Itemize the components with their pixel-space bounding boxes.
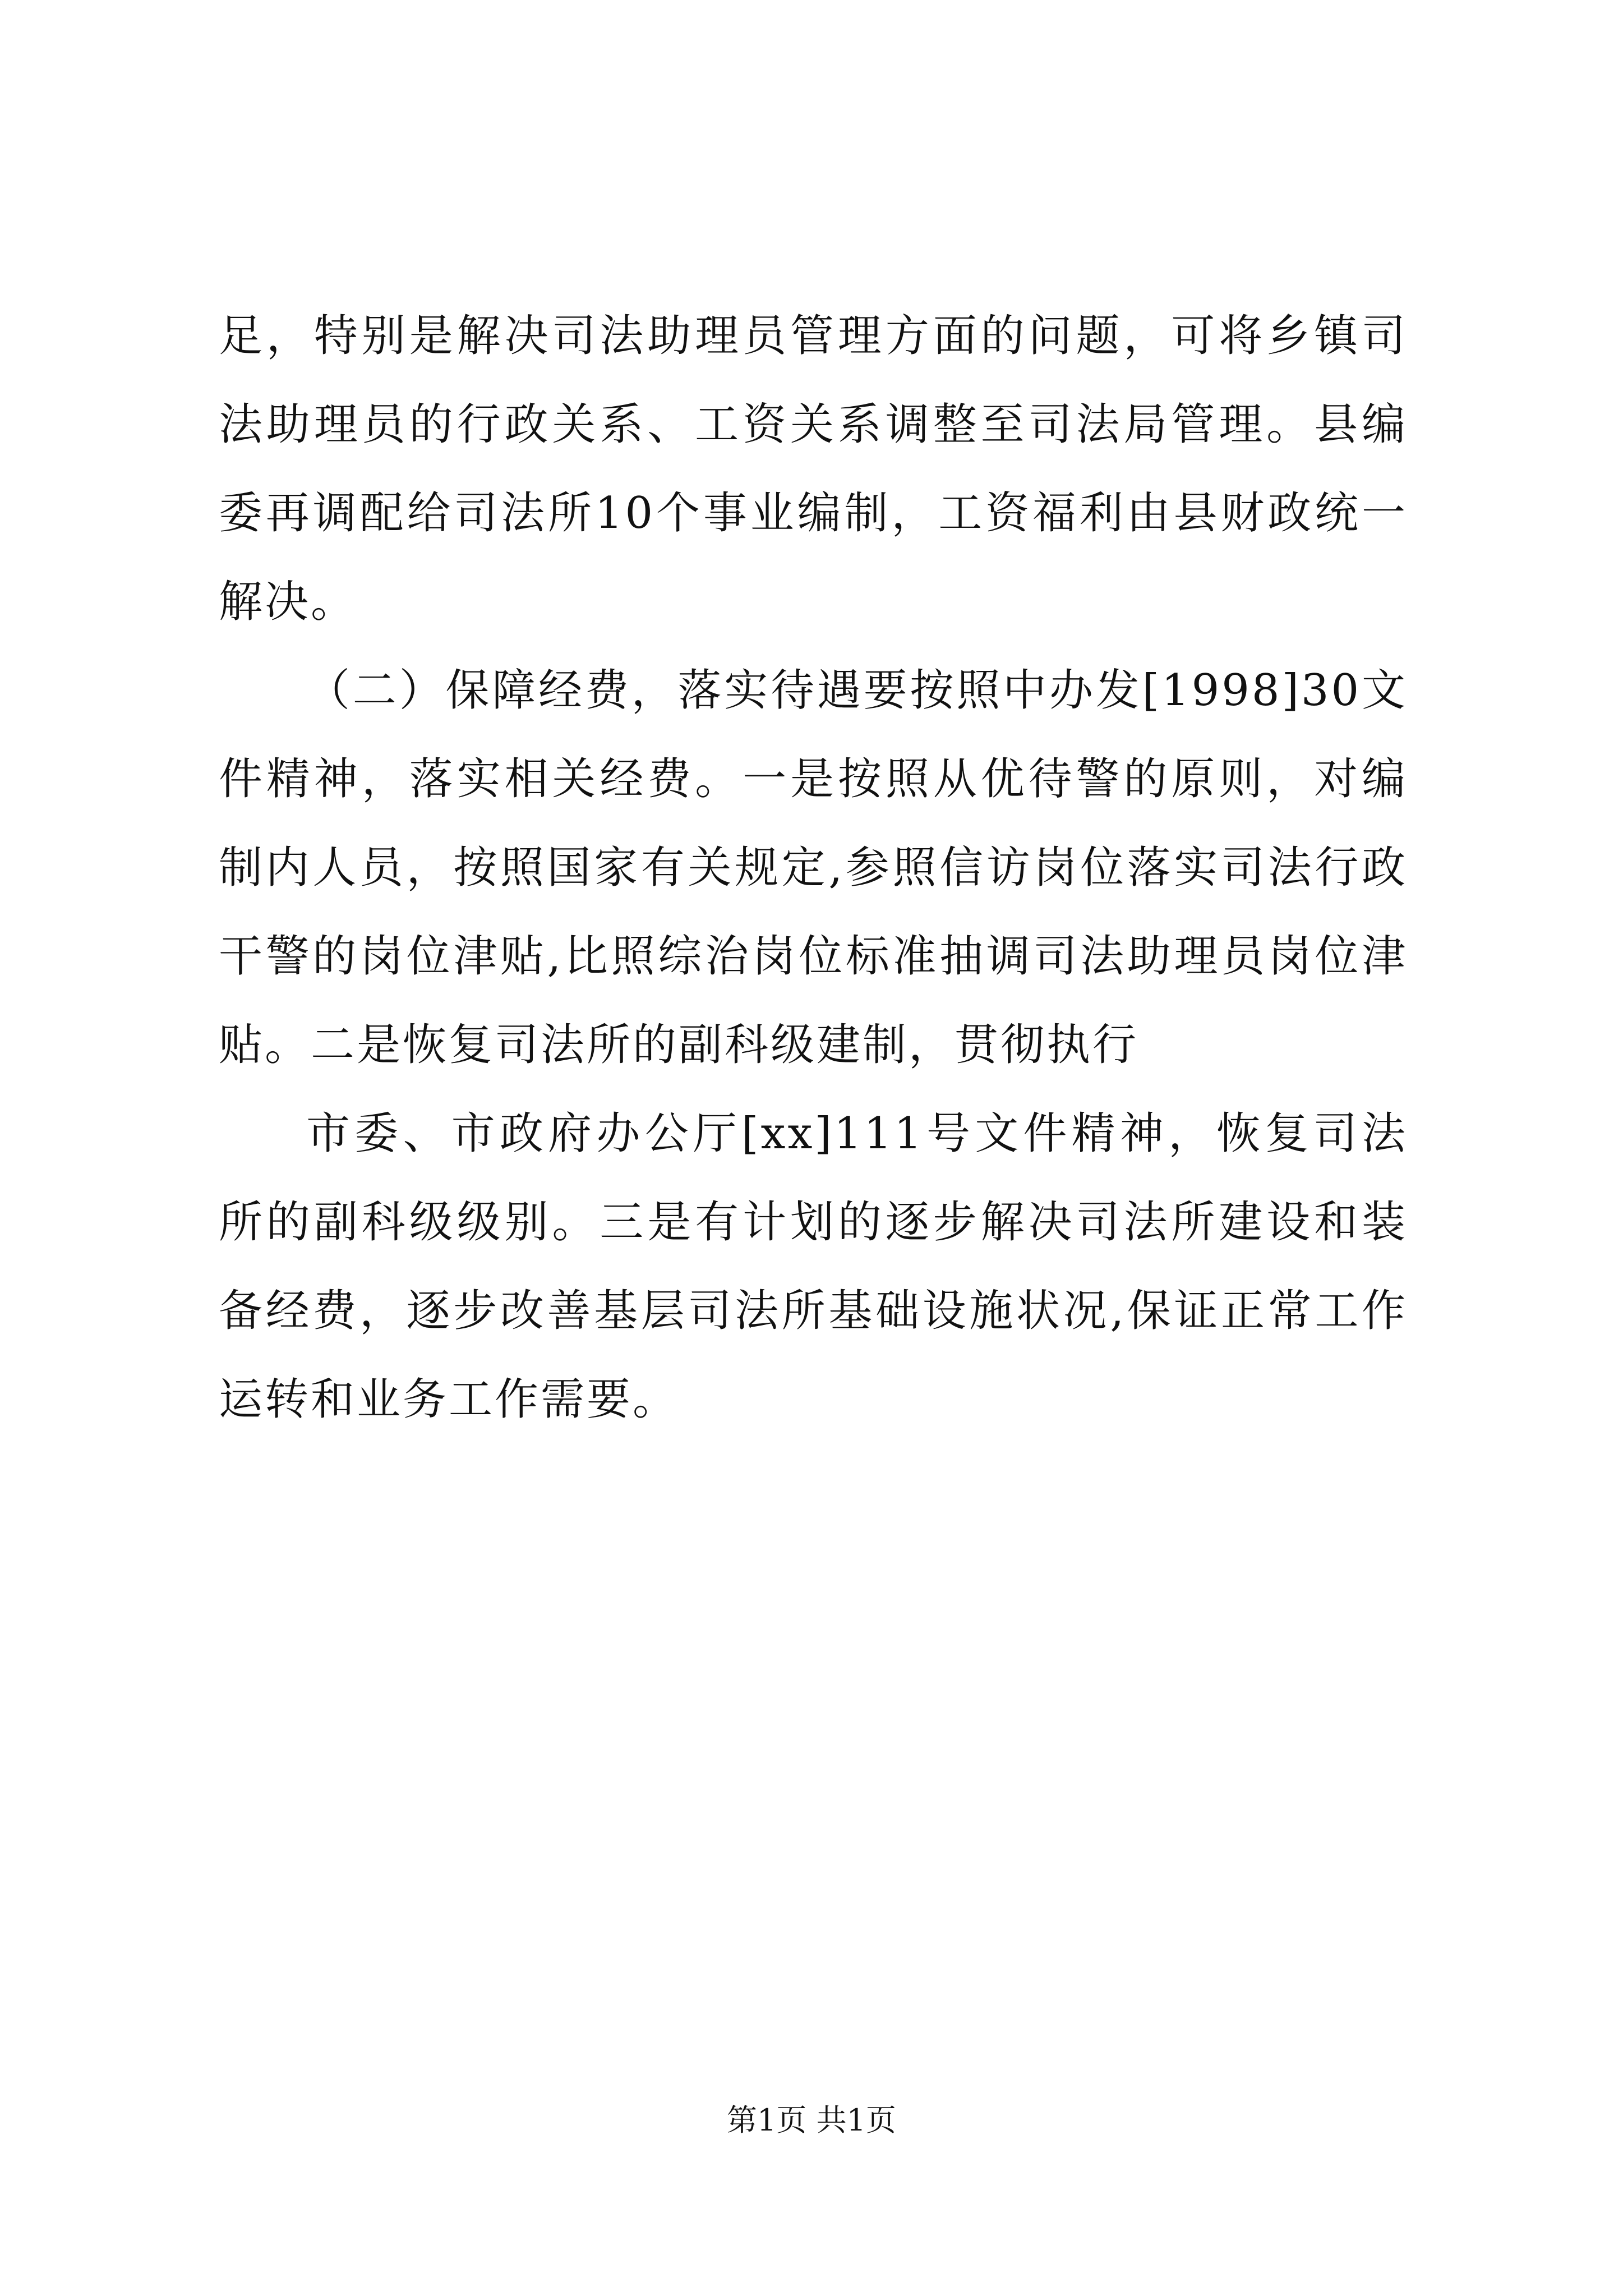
- paragraph-3: 市委、市政府办公厅[xx]111号文件精神，恢复司法所的副科级级别。三是有计划的逐步解决司法所建设和装备经费，逐步改善基层司法所基础设施状况,保证正常工作运转和业务工作需要。: [219, 1108, 1408, 1425]
- paragraph-1: 足，特别是解决司法助理员管理方面的问题，可将乡镇司法助理员的行政关系、工资关系调整至司法局管理。县编委再调配给司法所10个事业编制，工资福利由县财政统一解决。: [219, 311, 1408, 627]
- document-body: [219, 292, 1408, 1444]
- page-footer: 第1页 共1页: [727, 2102, 896, 2138]
- paragraph-2: （二）保障经费，落实待遇要按照中办发[1998]30文件精神，落实相关经费。一是按照从优待警的原则，对编制内人员，按照国家有关规定,参照信访岗位落实司法行政干警的岗位津贴,比照综治岗位标准抽调司法助理员岗位津贴。二是恢复司法所的副科级建制，贯彻执行: [219, 665, 1408, 1070]
